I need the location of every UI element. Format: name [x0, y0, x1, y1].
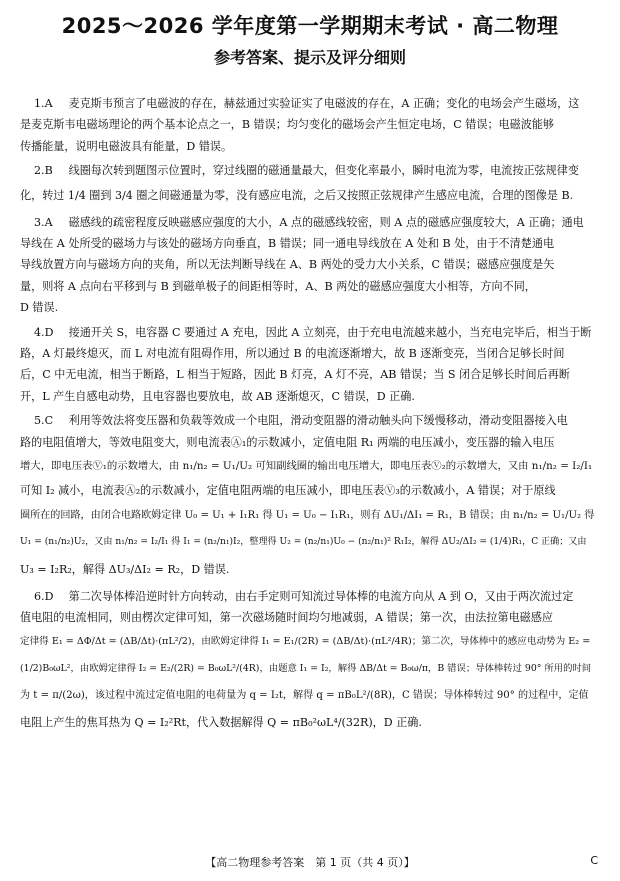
page-title: 2025～2026 学年度第一学期期末考试 · 高二物理 [61, 14, 559, 38]
explanation-line: (1/2)B₀ωL²，由欧姆定律得 I₂ = E₂/(2R) = B₀ωL²/(4R)，由题意 I₁ = I₂，解得 ΔB/Δt = B₀ω/π，B 错误；导体棒转过 90° 所用的时间 [20, 663, 592, 675]
item-answer: B [44, 164, 53, 178]
explanation-line: 值电阻的电流相同，则由楞次定律可知，第一次磁场随时间均匀地减弱，A 错误；第一次，由法拉第电磁感应 [20, 610, 553, 624]
explanation-line: 是麦克斯韦电磁场理论的两个基本论点之一，B 错误；均匀变化的磁场会产生恒定电场，C 错误；电磁波能够 [20, 118, 555, 132]
explanation-line: 可知 I₂ 减小，电流表Ⓐ₂的示数减小，定值电阻两端的电压减小，即电压表Ⓥ₃的示数减小，A 错误；对于原线 [20, 484, 556, 498]
explanation-line: 利用等效法将变压器和负载等效成一个电阻，滑动变阻器的滑动触头向下缓慢移动，滑动变阻器接入电 [68, 414, 568, 428]
explanation-line: 麦克斯韦预言了电磁波的存在，赫兹通过实验证实了电磁波的存在，A 正确；变化的电场会产生磁场，这 [68, 97, 580, 110]
item-number: 3. [34, 215, 45, 229]
answer-item-2 [20, 160, 600, 208]
answer-item-3 [20, 212, 600, 319]
item-answer: A [44, 97, 53, 110]
answer-item-6 [20, 586, 600, 737]
item-number: 2. [34, 164, 45, 178]
explanation-line: 定律得 E₁ = ΔΦ/Δt = (ΔB/Δt)·(πL²/2)，由欧姆定律得 I₁ = E₁/(2R) = (ΔB/Δt)·(πL²/4R)；第二次，导体棒中的感应电动势为 E₂ = [20, 636, 591, 648]
item-answer: D [44, 325, 54, 339]
item-answer: D [44, 589, 54, 603]
item-answer: A [44, 215, 53, 229]
answer-item-1 [20, 93, 600, 157]
explanation-line: 传播能量，说明电磁波具有能量，D 错误。 [20, 139, 233, 153]
explanation-line: 为 t = π/(2ω)，该过程中流过定值电阻的电荷量为 q = I₂t，解得 q = πB₀L²/(8R)，C 错误；导体棒转过 90° 的过程中，定值 [20, 690, 589, 702]
item-number: 4. [34, 325, 45, 339]
explanation-line: 导线在 A 处所受的磁场力与该处的磁场方向垂直，B 错误；同一通电导线放在 A 处和 B 处，由于不清楚通电 [20, 237, 555, 251]
explanation-line: 第二次导体棒沿逆时针方向转动，由右手定则可知流过导体棒的电流方向从 A 到 O，又由于两次流过定 [68, 589, 574, 603]
explanation-line: U₁ = (n₁/n₂)U₂，又由 n₁/n₂ = I₂/I₁ 得 I₁ = (n₂/n₁)I₂，整理得 U₂ = (n₂/n₁)U₀ − (n₂/n₁)² R₁I₂，解得 ΔU₂/ΔI₂ = (1/4)R₁，C 正确；又由 [20, 536, 587, 547]
item-number: 1. [34, 97, 45, 110]
answer-list [20, 93, 600, 739]
version-code: C [590, 854, 598, 867]
explanation-line: U₃ = I₂R₂，解得 ΔU₃/ΔI₂ = R₂，D 错误. [20, 562, 230, 576]
page-footer: 【高二物理参考答案 第 1 页（共 4 页）】 [205, 856, 415, 869]
answer-item-5 [20, 410, 600, 582]
explanation-line: 量，则将 A 点向右平移到与 B 到磁单极子的间距相等时，A、B 两处的磁感应强度大小相等，方向不同， [20, 279, 536, 293]
explanation-line: 接通开关 S，电容器 C 要通过 A 充电，因此 A 立刻亮，由于充电电流越来越小，当充电完毕后，相当于断 [68, 325, 592, 339]
explanation-line: 路的电阻值增大，等效电阻变大，则电流表Ⓐ₁的示数减小，定值电阻 R₁ 两端的电压减小，变压器的输入电压 [20, 435, 555, 449]
answer-item-4 [20, 322, 600, 408]
explanation-line: 后，C 中无电流，相当于断路，L 相当于短路，因此 B 灯亮，A 灯不亮，AB 错误；当 S 闭合足够长时间后再断 [20, 368, 570, 382]
explanation-line: 开，L 产生自感电动势，且电容器也要放电，故 AB 逐渐熄灭，C 错误，D 正确. [20, 389, 415, 403]
item-answer: C [44, 414, 54, 428]
explanation-line: 磁感线的疏密程度反映磁感应强度的大小，A 点的磁感线较密，则 A 点的磁感应强度较大，A 正确；通电 [68, 215, 584, 229]
explanation-line: 路，A 灯最终熄灭，而 L 对电流有阻碍作用，所以通过 B 的电流逐渐增大，故 B 逐渐变亮，当闭合足够长时间 [20, 347, 565, 361]
explanation-line: 圈所在的回路，由闭合电路欧姆定律 U₀ = U₁ + I₁R₁ 得 U₁ = U₀ − I₁R₁，则有 ΔU₁/ΔI₁ = R₁，B 错误；由 n₁/n₂ = U₁/U₂ 得 [20, 509, 595, 521]
explanation-line: 化，转过 1/4 圈到 3/4 圈之间磁通量为零，没有感应电流，之后又按照正弦规律产生感应电流，合理的图像是 B. [20, 188, 574, 202]
item-number: 5. [34, 414, 45, 428]
explanation-line: 增大，即电压表Ⓥ₁的示数增大，由 n₁/n₂ = U₁/U₂ 可知副线圈的输出电压增大，即电压表Ⓥ₂的示数增大，又由 n₁/n₂ = I₂/I₁ [20, 460, 593, 473]
explanation-line: 电阻上产生的焦耳热为 Q = I₂²Rt，代入数据解得 Q = πB₀²ωL⁴/(32R)，D 正确. [20, 716, 422, 730]
explanation-line: D 错误. [20, 301, 59, 315]
explanation-line: 导线放置方向与磁场方向的夹角，所以无法判断导线在 A、B 两处的受力大小关系，C 错误；磁感应强度是矢 [20, 258, 555, 272]
page-subtitle: 参考答案、提示及评分细则 [213, 48, 406, 67]
explanation-line: 线圈每次转到题图示位置时，穿过线圈的磁通量最大，但变化率最小，瞬时电流为零，电流按正弦规律变 [68, 164, 579, 178]
item-number: 6. [34, 589, 45, 603]
